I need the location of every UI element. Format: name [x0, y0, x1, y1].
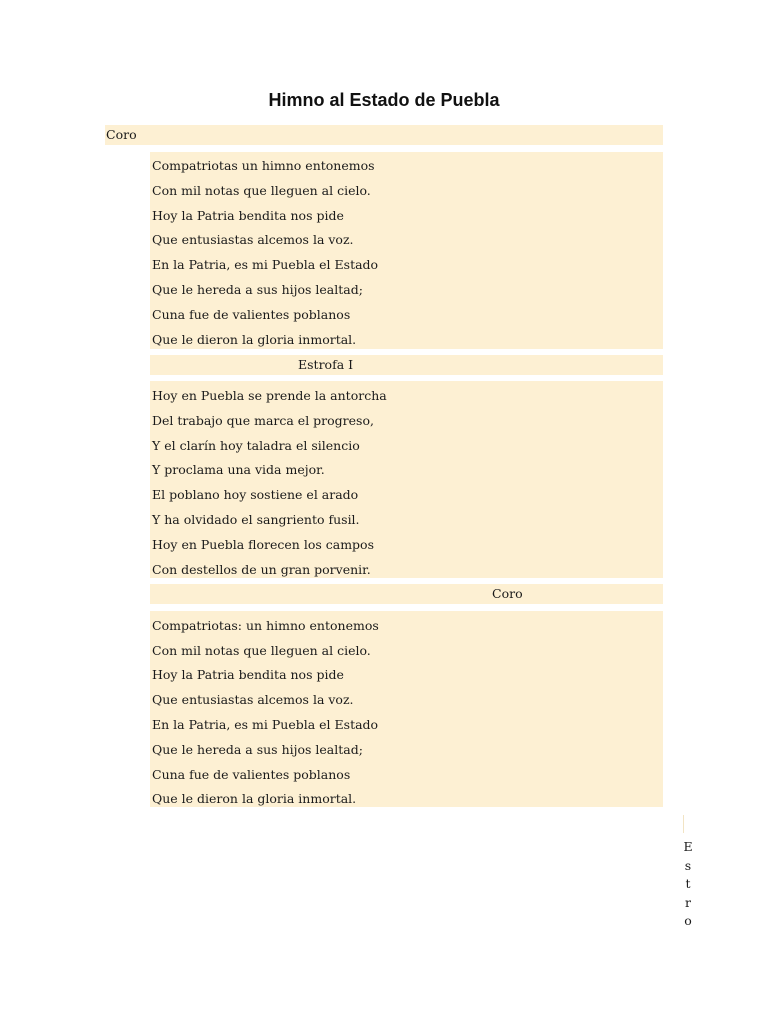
vertical-letter: E [683, 839, 693, 854]
verse-line: Y proclama una vida mejor. [152, 462, 325, 477]
vertical-letter: s [684, 857, 692, 873]
verse-line: Que entusiastas alcemos la voz. [152, 692, 354, 707]
vertical-letter: o [684, 913, 692, 928]
verse-line: Que le hereda a sus hijos lealtad; [152, 282, 363, 297]
verse-line: Con mil notas que lleguen al cielo. [152, 643, 371, 658]
verse-line: Hoy en Puebla se prende la antorcha [152, 388, 387, 403]
verse-line: Hoy en Puebla florecen los campos [152, 537, 374, 552]
verse-line: Y ha olvidado el sangriento fusil. [152, 512, 360, 527]
verse-line: Con destellos de un gran porvenir. [152, 562, 371, 577]
coro-label: Coro [492, 586, 523, 601]
coro-header-band [105, 125, 663, 145]
verse-line: Compatriotas: un himno entonemos [152, 618, 379, 633]
verse-line: Cuna fue de valientes poblanos [152, 767, 351, 782]
coro-label: Coro [106, 127, 137, 142]
estrofa-verse-block [150, 381, 663, 578]
estrofa-label: Estrofa I [298, 357, 354, 372]
coro-verse-block [150, 152, 663, 349]
verse-line: Que le dieron la gloria inmortal. [152, 791, 357, 806]
verse-line: Hoy la Patria bendita nos pide [152, 667, 344, 682]
verse-line: Que le hereda a sus hijos lealtad; [152, 742, 363, 757]
verse-line: Del trabajo que marca el progreso, [152, 413, 374, 428]
vertical-estrofa-heading [682, 838, 694, 931]
verse-line: En la Patria, es mi Puebla el Estado [152, 717, 379, 732]
coro-verse-block [150, 611, 663, 807]
verse-line: Cuna fue de valientes poblanos [152, 307, 351, 322]
vertical-letter: r [685, 894, 691, 910]
verse-line: Hoy la Patria bendita nos pide [152, 208, 344, 223]
verse-line: Que entusiastas alcemos la voz. [152, 232, 354, 247]
verse-line: Compatriotas un himno entonemos [152, 158, 375, 173]
cell-edge [683, 815, 684, 833]
estrofa-header-band [150, 355, 663, 375]
verse-line: Que le dieron la gloria inmortal. [152, 332, 357, 347]
verse-line: En la Patria, es mi Puebla el Estado [152, 257, 379, 272]
verse-line: Y el clarín hoy taladra el silencio [152, 438, 360, 453]
verse-line: Con mil notas que lleguen al cielo. [152, 183, 371, 198]
verse-line: El poblano hoy sostiene el arado [152, 487, 359, 502]
coro-header-band [150, 584, 663, 604]
document-title: Himno al Estado de Puebla [268, 90, 500, 110]
vertical-letter: t [685, 876, 691, 891]
